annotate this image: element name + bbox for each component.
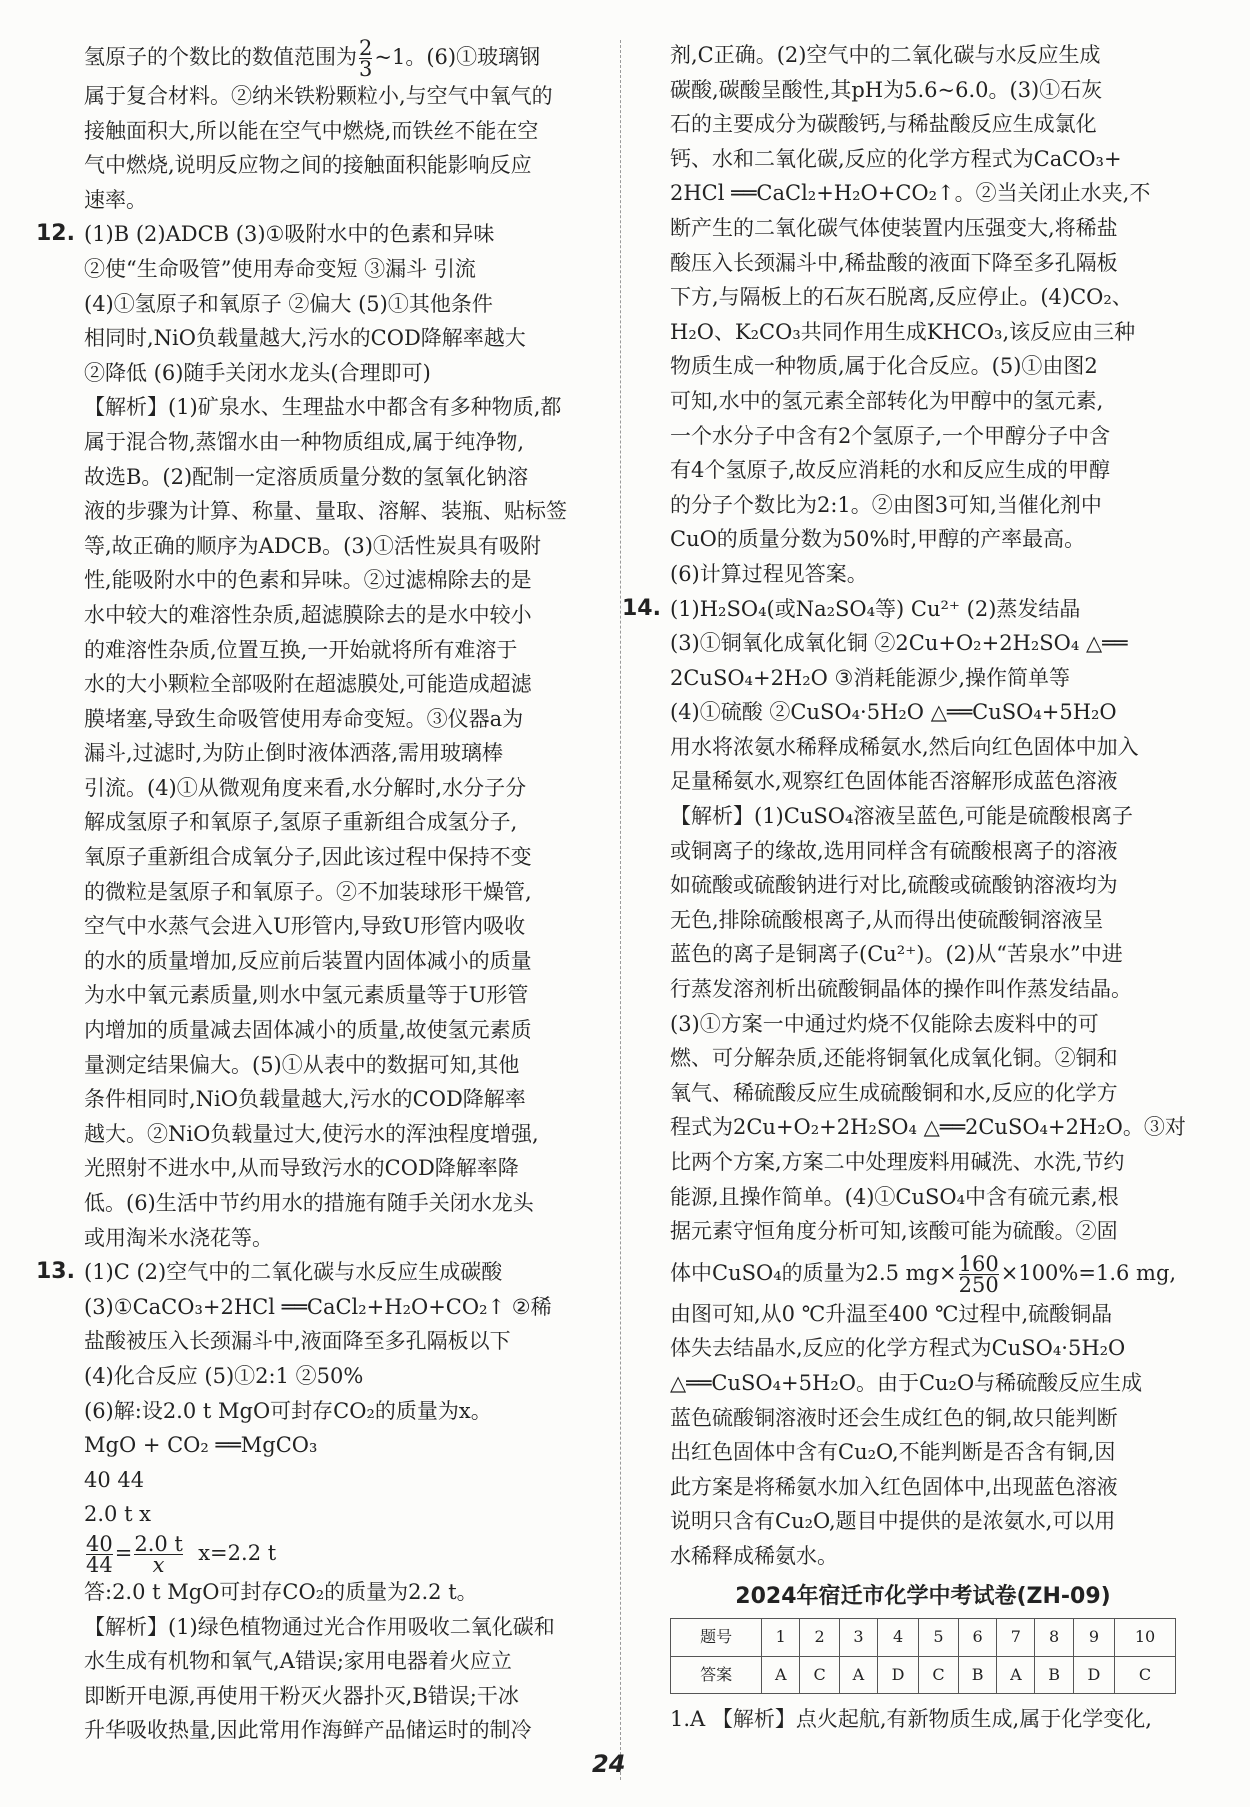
analysis-line: 说明只含有Cu₂O,题目中提供的是浓氨水,可以用 — [670, 1509, 1116, 1534]
analysis-line: (3)①方案一中通过灼烧不仅能除去废料中的可 — [670, 1011, 1099, 1036]
analysis-line: 水稀释成稀氨水。 — [670, 1543, 838, 1568]
analysis-line: 石的主要成分为碳酸钙,与稀盐酸反应生成氯化 — [670, 112, 1097, 137]
answer-line: (6)解:设2.0 t MgO可封存CO₂的质量为x。 — [84, 1398, 492, 1423]
analysis-line: 蓝色的离子是铜离子(Cu²⁺)。(2)从“苦泉水”中进 — [670, 942, 1123, 967]
analysis-line: 性,能吸附水中的色素和异味。②过滤棉除去的是 — [84, 568, 532, 593]
analysis-line: 此方案是将稀氨水加入红色固体中,出现蓝色溶液 — [670, 1474, 1118, 1499]
analysis-line: 膜堵塞,导致生命吸管使用寿命变短。③仪器a为 — [84, 706, 524, 731]
analysis-line: 【解析】(1)矿泉水、生理盐水中都含有多种物质,都 — [84, 395, 562, 420]
table-cell-number: 2 — [800, 1619, 840, 1657]
table-cell-number: 5 — [919, 1619, 959, 1657]
analysis-line: 物质生成一种物质,属于化合反应。(5)①由图2 — [670, 354, 1098, 379]
answer-line: (4)①硫酸 ②CuSO₄·5H₂O △══CuSO₄+5H₂O — [670, 700, 1117, 725]
analysis-line: 水生成有机物和氧气,A错误;家用电器着火应立 — [84, 1649, 512, 1674]
answer-line: (4)化合反应 (5)①2:1 ②50% — [84, 1363, 364, 1388]
table-cell-answer: C — [919, 1656, 959, 1694]
right-column — [622, 38, 1186, 1737]
table-cell-answer: D — [1073, 1656, 1114, 1694]
analysis-line: 【解析】(1)CuSO₄溶液呈蓝色,可能是硫酸根离子 — [670, 804, 1134, 829]
answer-line: 40 44 — [84, 1467, 145, 1492]
analysis-line: 程式为2Cu+O₂+2H₂SO₄ △══2CuSO₄+2H₂O。③对 — [670, 1115, 1186, 1140]
answer-line: 2CuSO₄+2H₂O ③消耗能源少,操作简单等 — [670, 665, 1071, 690]
table-cell-answer: B — [958, 1656, 996, 1694]
table-cell-number: 7 — [997, 1619, 1035, 1657]
analysis-line: 光照射不进水中,从而导致污水的COD降解率降 — [84, 1156, 519, 1181]
answer-line: (3)①铜氧化成氧化铜 ②2Cu+O₂+2H₂SO₄ △══ — [670, 631, 1128, 656]
analysis-line: 氧原子重新组合成氧分子,因此该过程中保持不变 — [84, 845, 532, 870]
table-cell-number: 9 — [1073, 1619, 1114, 1657]
answer-line: (1)H₂SO₄(或Na₂SO₄等) Cu²⁺ (2)蒸发结晶 — [670, 596, 1081, 621]
analysis-line: 升华吸收热量,因此常用作海鲜产品储运时的制冷 — [84, 1718, 532, 1743]
analysis-line: 无色,排除硫酸根离子,从而得出使硫酸铜溶液呈 — [670, 907, 1104, 932]
analysis-line: 或用淘米水浇花等。 — [84, 1225, 273, 1250]
analysis-line: 行蒸发溶剂析出硫酸铜晶体的操作叫作蒸发结晶。 — [670, 977, 1132, 1002]
analysis-line: 由图可知,从0 ℃升温至400 ℃过程中,硫酸铜晶 — [670, 1301, 1113, 1326]
answer-block — [84, 217, 590, 390]
answer-line: (3)①CaCO₃+2HCl ══CaCl₂+H₂O+CO₂↑ ②稀 — [84, 1294, 552, 1319]
analysis-continuation — [670, 38, 1176, 592]
answer-line: 2.0 t x — [84, 1502, 152, 1527]
table-cell-answer: C — [1115, 1656, 1176, 1694]
intro-line: 属于复合材料。②纳米铁粉颗粒小,与空气中氧气的 — [84, 84, 553, 108]
analysis-line: 可知,水中的氢元素全部转化为甲醇中的氢元素, — [670, 388, 1104, 413]
analysis-line: 断产生的二氧化碳气体使装置内压强变大,将稀盐 — [670, 215, 1118, 240]
analysis-line: 空气中水蒸气会进入U形管内,导致U形管内吸收 — [84, 914, 526, 939]
analysis-line: 剂,C正确。(2)空气中的二氧化碳与水反应生成 — [670, 43, 1101, 67]
analysis-line: 【解析】(1)绿色植物通过光合作用吸收二氧化碳和 — [84, 1614, 555, 1639]
analysis-line: 即断开电源,再使用干粉灭火器扑灭,B错误;干冰 — [84, 1683, 519, 1708]
answer-table — [670, 1618, 1176, 1694]
answer-line: (1)C (2)空气中的二氧化碳与水反应生成碳酸 — [84, 1260, 503, 1285]
mass-calculation: 体中CuSO₄的质量为2.5 mg× $\frac{160}{250}$ ×100%=1.6 mg, — [670, 1251, 1177, 1297]
analysis-block — [670, 799, 1186, 1249]
analysis-line: CuO的质量分数为50%时,甲醇的产率最高。 — [670, 527, 1086, 552]
answer-line: (1)B (2)ADCB (3)①吸附水中的色素和异味 — [84, 222, 495, 247]
conclusion: 答:2.0 t MgO可封存CO₂的质量为2.2 t。 — [84, 1579, 478, 1604]
analysis-line: 解成氢原子和氧原子,氢原子重新组合成氢分子, — [84, 810, 518, 835]
analysis-line: 蓝色硫酸铜溶液时还会生成红色的铜,故只能判断 — [670, 1405, 1118, 1430]
analysis-line: 钙、水和二氧化碳,反应的化学方程式为CaCO₃+ — [670, 146, 1122, 171]
exam-title: 2024年宿迁市化学中考试卷(ZH-09) — [735, 1583, 1111, 1609]
analysis-line: 水中较大的难溶性杂质,超滤膜除去的是水中较小 — [84, 602, 532, 627]
analysis-line: 燃、可分解杂质,还能将铜氧化成氧化铜。②铜和 — [670, 1046, 1118, 1071]
answer-line: MgO + CO₂ ══MgCO₃ — [84, 1433, 318, 1458]
table-cell-number: 6 — [958, 1619, 996, 1657]
table-cell-number: 8 — [1035, 1619, 1073, 1657]
question-14 — [622, 592, 1186, 1574]
analysis-line: 条件相同时,NiO负载量越大,污水的COD降解率 — [84, 1087, 526, 1112]
analysis-line: 低。(6)生活中节约用水的措施有随手关闭水龙头 — [84, 1191, 534, 1215]
answer-line: 用水将浓氨水稀释成稀氨水,然后向红色固体中加入 — [670, 734, 1139, 759]
analysis-line: 酸压入长颈漏斗中,稀盐酸的液面下降至多孔隔板 — [670, 250, 1118, 275]
table-cell-answer: B — [1035, 1656, 1073, 1694]
analysis-line: 的微粒是氢原子和氧原子。②不加装球形干燥管, — [84, 879, 532, 904]
answer-line: 相同时,NiO负载量越大,污水的COD降解率越大 — [84, 326, 526, 351]
answer-line: 足量稀氨水,观察红色固体能否溶解形成蓝色溶液 — [670, 769, 1118, 794]
analysis-line: 内增加的质量减去固体减小的质量,故使氢元素质 — [84, 1018, 532, 1043]
analysis-line: H₂O、K₂CO₃共同作用生成KHCO₃,该反应由三种 — [670, 319, 1136, 344]
analysis-line: 比两个方案,方案二中处理废料用碱洗、水洗,节约 — [670, 1150, 1125, 1174]
table-cell-answer: A — [997, 1656, 1035, 1694]
intro-line: 接触面积大,所以能在空气中燃烧,而铁丝不能在空 — [84, 118, 539, 143]
page-number: 24 — [592, 1750, 626, 1778]
analysis-line: 等,故正确的顺序为ADCB。(3)①活性炭具有吸附 — [84, 533, 541, 558]
analysis-line: 有4个氢原子,故反应消耗的水和反应生成的甲醇 — [670, 458, 1111, 483]
table-cell-answer: A — [762, 1656, 800, 1694]
table-cell-answer: C — [800, 1656, 840, 1694]
answer-line: ②使“生命吸管”使用寿命变短 ③漏斗 引流 — [84, 256, 476, 281]
analysis-line: 为水中氧元素质量,则水中氢元素质量等于U形管 — [84, 983, 529, 1008]
table-cell-answer: A — [839, 1656, 877, 1694]
left-column — [36, 36, 590, 1748]
intro-line: 气中燃烧,说明反应物之间的接触面积能影响反应 — [84, 153, 532, 178]
analysis-line: 氧气、稀硫酸反应生成硫酸铜和水,反应的化学方 — [670, 1080, 1118, 1105]
ratio-equation: $\frac{40}{44}$ = $\frac{2.0 t}{x}$ x=2.2 t — [86, 1531, 277, 1577]
analysis-block — [84, 390, 590, 1255]
answer-line: 盐酸被压入长颈漏斗中,液面降至多孔隔板以下 — [84, 1329, 511, 1354]
analysis-line: 故选B。(2)配制一定溶质质量分数的氢氧化钠溶 — [84, 464, 529, 489]
question-13 — [36, 1255, 590, 1748]
analysis-line: 下方,与隔板上的石灰石脱离,反应停止。(4)CO₂、 — [670, 285, 1133, 310]
analysis-line: (6)计算过程见答案。 — [670, 561, 868, 586]
answer-line: (4)①氢原子和氧原子 ②偏大 (5)①其他条件 — [84, 291, 493, 316]
question-12 — [36, 217, 590, 1255]
analysis-line: 或铜离子的缘故,选用同样含有硫酸根离子的溶液 — [670, 838, 1118, 863]
answer-block — [670, 592, 1176, 800]
analysis-line: 引流。(4)①从微观角度来看,水分解时,水分子分 — [84, 775, 527, 800]
analysis-line: 如硫酸或硫酸钠进行对比,硫酸或硫酸钠溶液均为 — [670, 873, 1118, 898]
table-cell-number: 1 — [762, 1619, 800, 1657]
analysis-line: 越大。②NiO负载量过大,使污水的浑浊程度增强, — [84, 1121, 539, 1146]
analysis-line: 液的步骤为计算、称量、量取、溶解、装瓶、贴标签 — [84, 499, 567, 524]
fraction-two-thirds: $\frac{2}{3}$ — [359, 36, 373, 81]
analysis-line: 体失去结晶水,反应的化学方程式为CuSO₄·5H₂O — [670, 1336, 1126, 1361]
table-cell-number: 3 — [839, 1619, 877, 1657]
table-cell-number: 10 — [1115, 1619, 1176, 1657]
table-cell-number: 4 — [877, 1619, 918, 1657]
column-divider — [620, 40, 621, 1780]
analysis-line: 2HCl ══CaCl₂+H₂O+CO₂↑。②当关闭止水夹,不 — [670, 181, 1151, 206]
question-number: 12. — [36, 221, 75, 247]
analysis-line: 漏斗,过滤时,为防止倒时液体洒落,需用玻璃棒 — [84, 741, 504, 766]
analysis-block — [84, 1610, 590, 1748]
analysis-line: 出红色固体中含有Cu₂O,不能判断是否含有铜,因 — [670, 1440, 1116, 1465]
analysis-line: 据元素守恒角度分析可知,该酸可能为硫酸。②固 — [670, 1219, 1118, 1244]
analysis-line: 属于混合物,蒸馏水由一种物质组成,属于纯净物, — [84, 429, 525, 454]
intro-line: 速率。 — [84, 187, 147, 212]
analysis-line: △══CuSO₄+5H₂O。由于Cu₂O与稀硫酸反应生成 — [670, 1370, 1143, 1395]
analysis-line: 碳酸,碳酸呈酸性,其pH为5.6~6.0。(3)①石灰 — [670, 77, 1103, 102]
table-cell-answer: D — [877, 1656, 918, 1694]
analysis-line: 能源,且操作简单。(4)①CuSO₄中含有硫元素,根 — [670, 1184, 1119, 1209]
intro-line-1: 氢原子的个数比的数值范围为 $\frac{2}{3}$ ~1。(6)①玻璃钢 — [84, 36, 541, 81]
table-row-label: 答案 — [671, 1656, 762, 1694]
analysis-block — [670, 1297, 1176, 1574]
table-row-label: 题号 — [671, 1619, 762, 1657]
answer-line: ②降低 (6)随手关闭水龙头(合理即可) — [84, 360, 431, 385]
analysis-line: 水的大小颗粒全部吸附在超滤膜处,可能造成超滤 — [84, 672, 532, 697]
analysis-line: 一个水分子中含有2个氢原子,一个甲醇分子中含 — [670, 423, 1111, 448]
analysis-line: 的水的质量增加,反应前后装置内固体减小的质量 — [84, 948, 532, 973]
question-number: 13. — [36, 1259, 75, 1285]
answer-block — [84, 1255, 590, 1532]
analysis-line: 的难溶性杂质,位置互换,一开始就将所有难溶于 — [84, 637, 518, 662]
analysis-line: 量测定结果偏大。(5)①从表中的数据可知,其他 — [84, 1052, 520, 1077]
question-1-line: 1.A 【解析】点火起航,有新物质生成,属于化学变化, — [670, 1707, 1152, 1732]
analysis-line: 的分子个数比为2:1。②由图3可知,当催化剂中 — [670, 492, 1102, 517]
question-number: 14. — [622, 595, 661, 621]
